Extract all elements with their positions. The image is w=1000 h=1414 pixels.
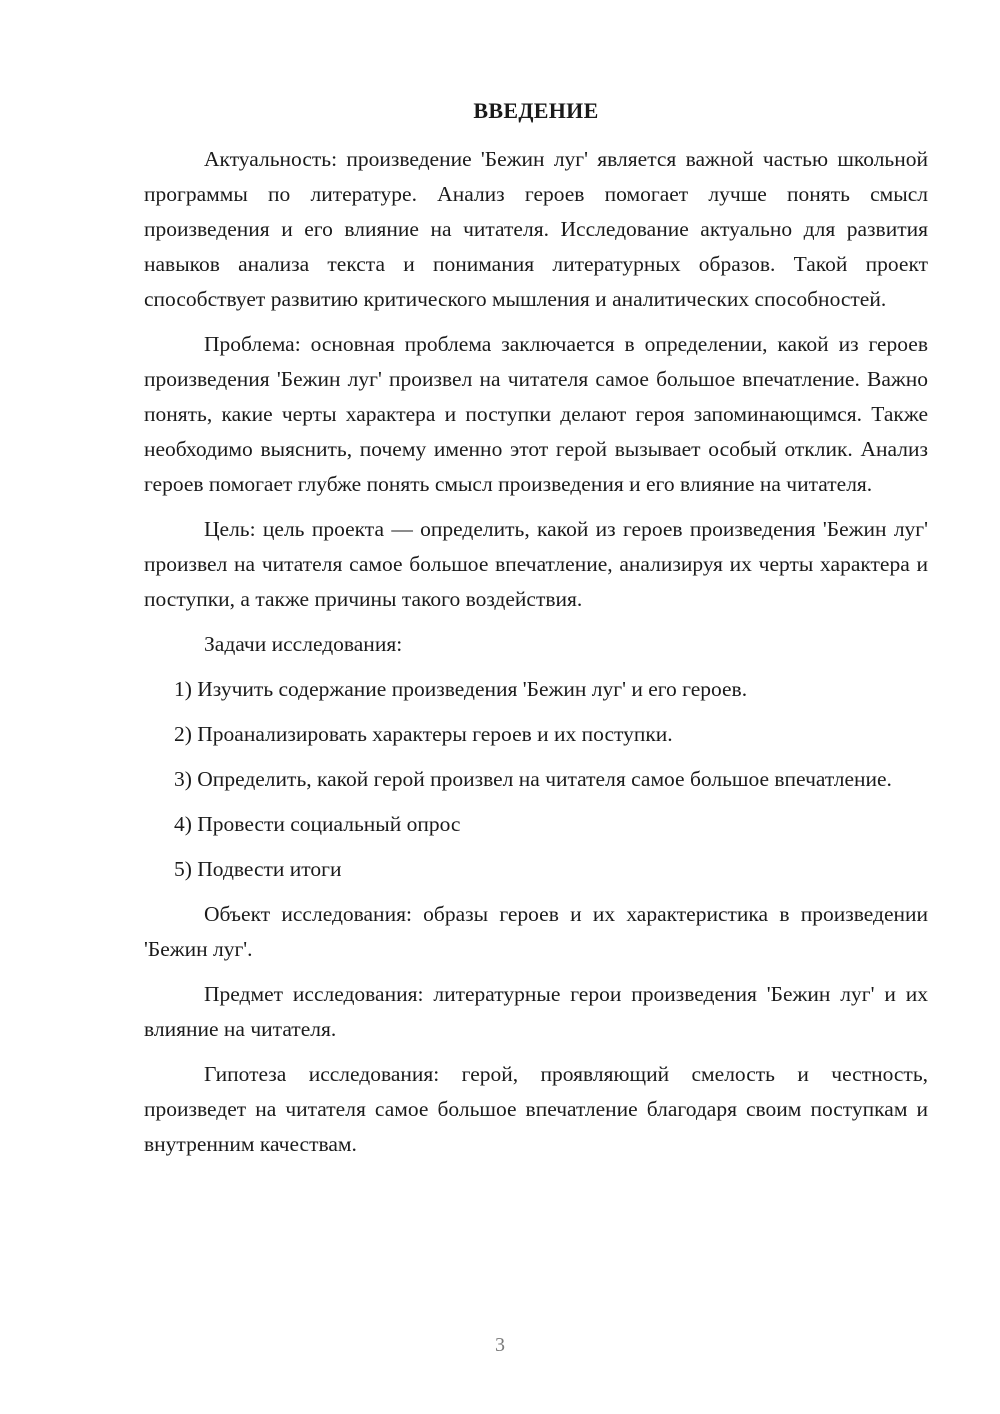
object-paragraph: Объект исследования: образы героев и их характеристика в произведении 'Бежин луг'. (144, 902, 928, 961)
task-item-2: 2) Проанализировать характеры героев и их поступки. (174, 722, 673, 746)
goal-paragraph: Цель: цель проекта — определить, какой из героев произведения 'Бежин луг' произвел на читателя самое большое впечатление, анализируя их черты характера и поступки, а также причины такого воздействия. (144, 517, 928, 611)
task-item-1: 1) Изучить содержание произведения 'Бежин луг' и его героев. (174, 677, 748, 701)
page-number: 3 (495, 1334, 505, 1356)
relevance-paragraph: Актуальность: произведение 'Бежин луг' является важной частью школьной программы по литературе. Анализ героев помогает лучше понять смысл произведения и его влияние на читателя. Исследование актуально для развития навыков анализа текста и понимания литературных образов. Такой проект способствует развитию критического мышления и аналитических способностей. (144, 147, 928, 311)
task-item-3: 3) Определить, какой герой произвел на читателя самое большое впечатление. (174, 767, 892, 791)
page-content (144, 96, 928, 1172)
task-item-4: 4) Провести социальный опрос (174, 812, 461, 836)
page-title: ВВЕДЕНИЕ (473, 98, 599, 123)
subject-paragraph: Предмет исследования: литературные герои произведения 'Бежин луг' и их влияние на читателя. (144, 982, 928, 1041)
task-item-5: 5) Подвести итоги (174, 857, 342, 881)
hypothesis-paragraph: Гипотеза исследования: герой, проявляющий смелость и честность, произведет на читателя самое большое впечатление благодаря своим поступкам и внутренним качествам. (144, 1062, 928, 1156)
problem-paragraph: Проблема: основная проблема заключается в определении, какой из героев произведения 'Бежин луг' произвел на читателя самое большое впечатление. Важно понять, какие черты характера и поступки делают героя запоминающимся. Также необходимо выяснить, почему именно этот герой вызывает особый отклик. Анализ героев помогает глубже понять смысл произведения и его влияние на читателя. (144, 332, 928, 496)
tasks-heading: Задачи исследования: (204, 632, 403, 656)
